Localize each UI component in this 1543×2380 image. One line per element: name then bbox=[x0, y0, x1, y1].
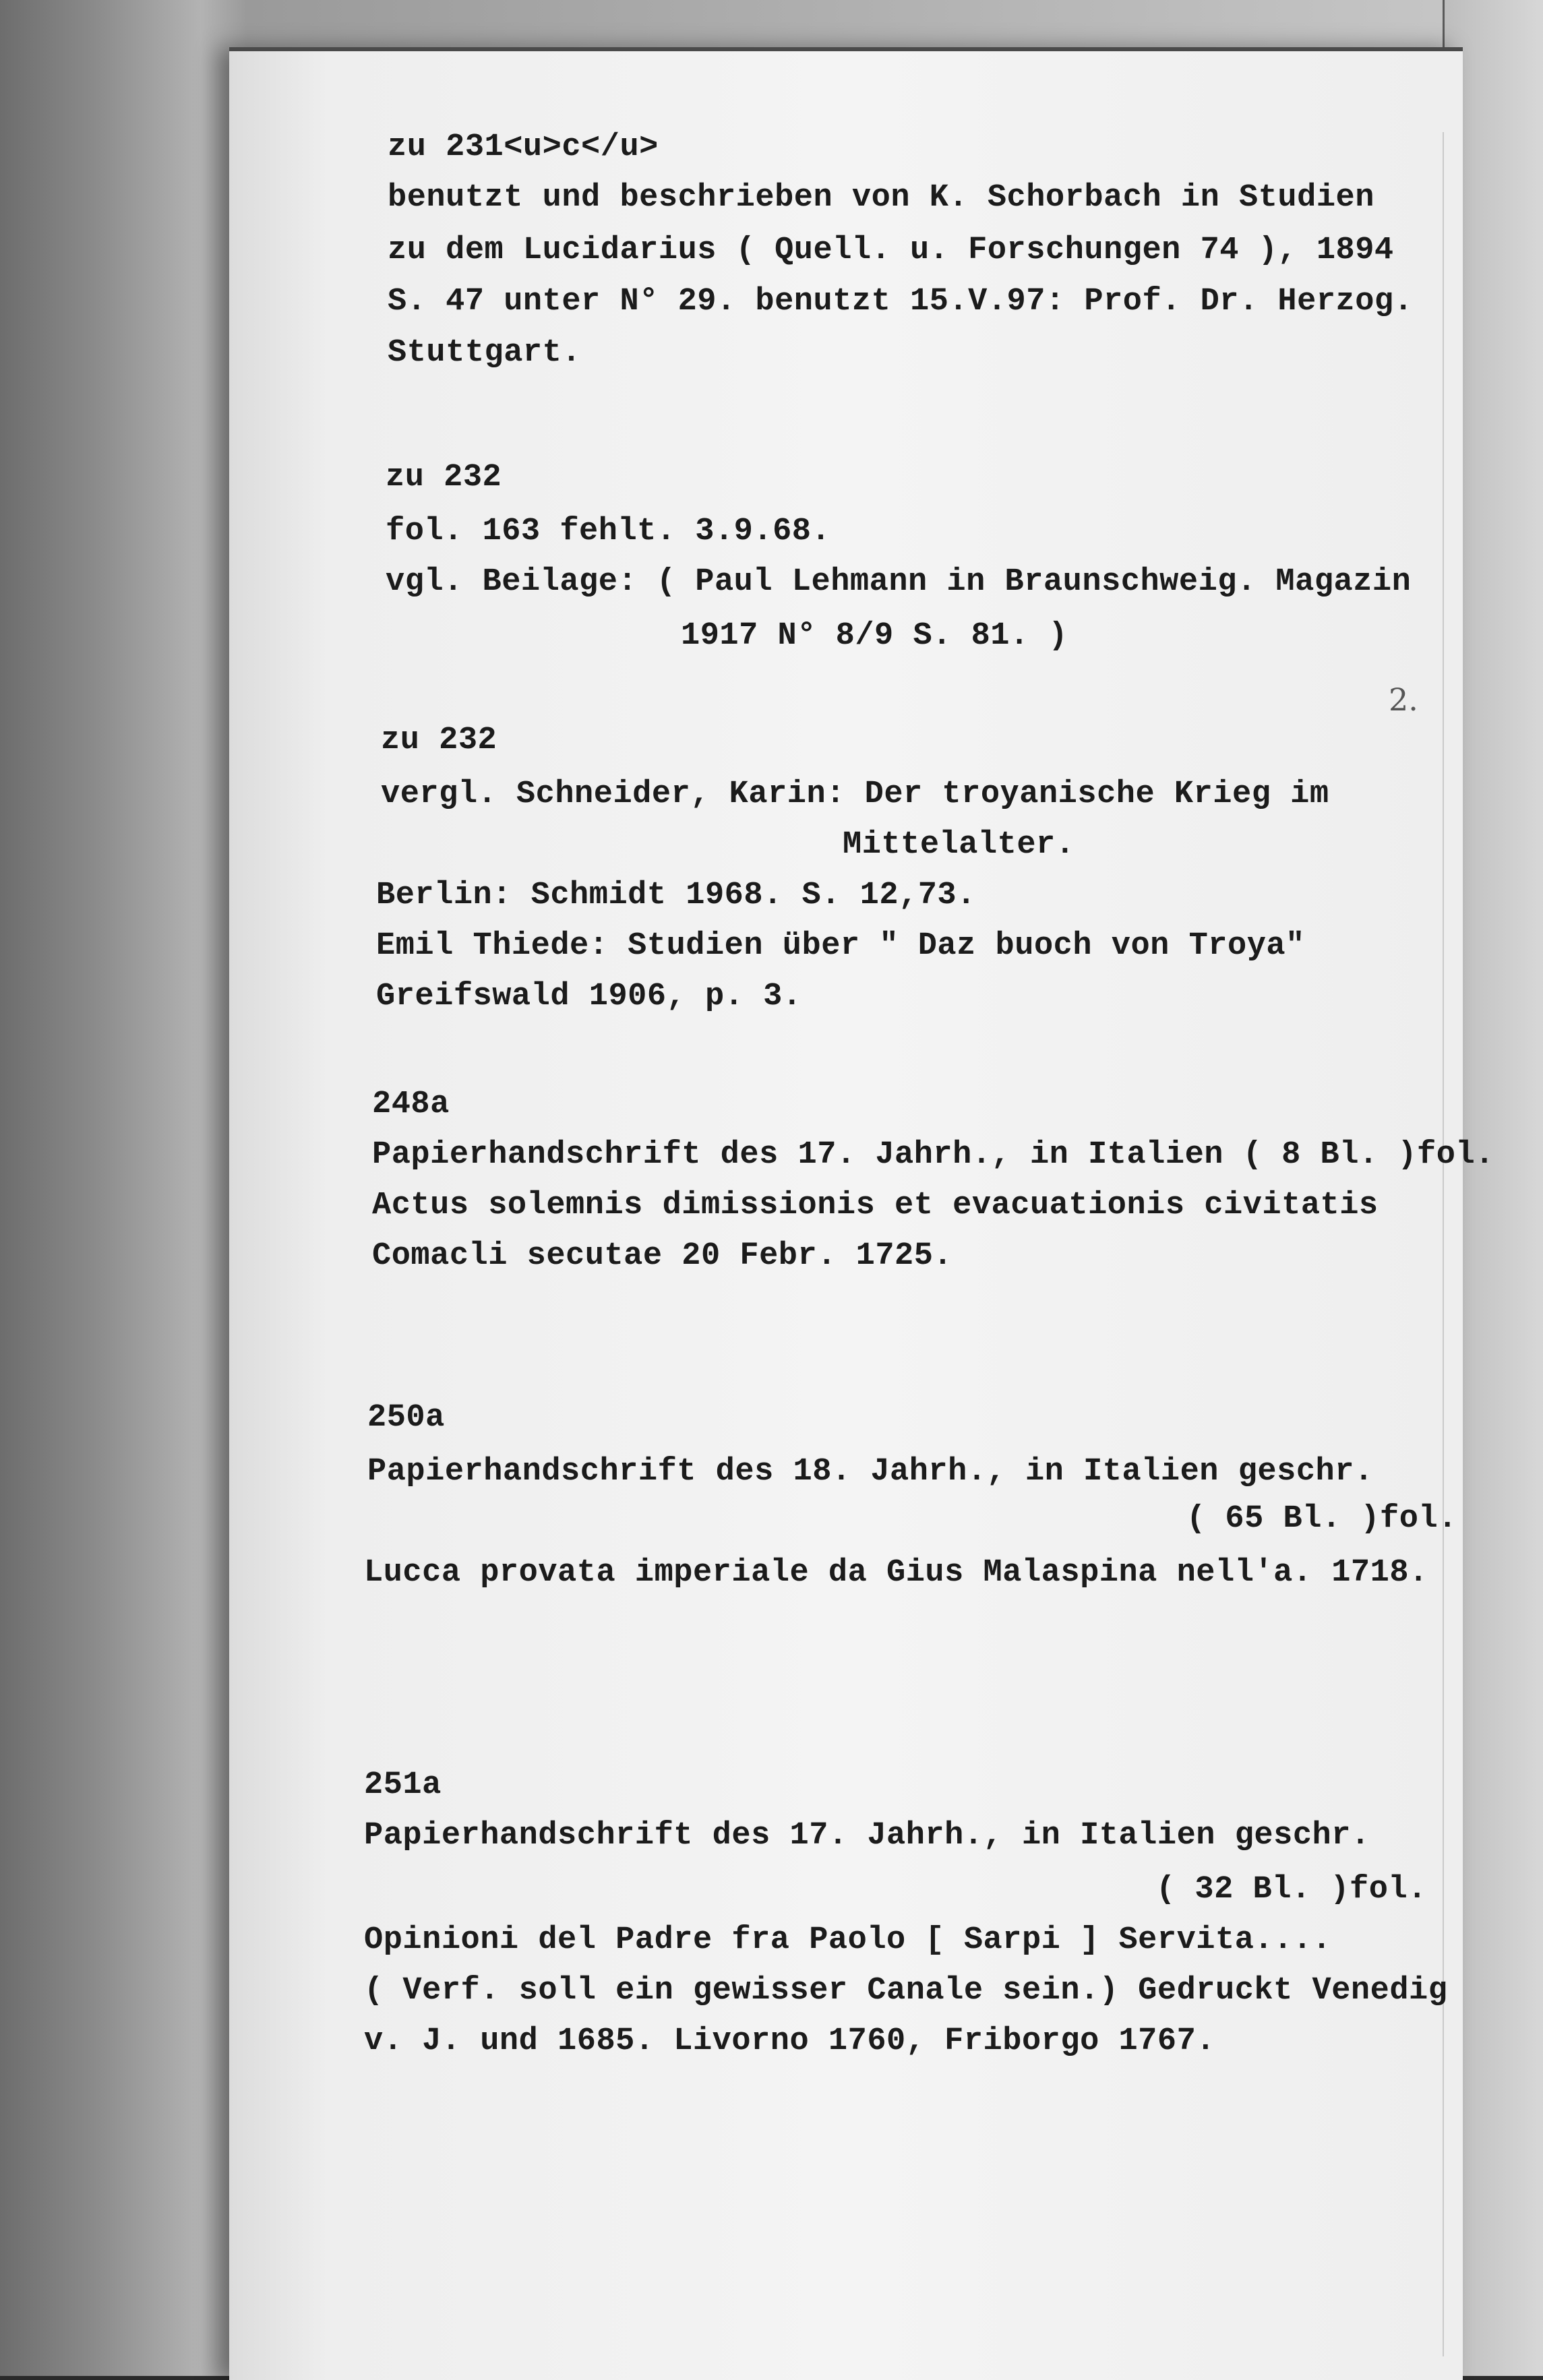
catalog-card bbox=[229, 47, 1494, 2380]
s3-line-4: Berlin: Schmidt 1968. S. 12,73. bbox=[376, 878, 976, 913]
s3-line-2: vergl. Schneider, Karin: Der troyanische Krieg im bbox=[381, 776, 1329, 812]
page-number: 2. bbox=[1389, 681, 1418, 718]
s4-line-2: Papierhandschrift des 17. Jahrh., in Italien ( 8 Bl. )fol. bbox=[372, 1137, 1494, 1173]
s6-line-6: v. J. und 1685. Livorno 1760, Friborgo 1767. bbox=[364, 2023, 1216, 2059]
s3-line-1: zu 232 bbox=[381, 723, 497, 758]
s2-line-4: 1917 N° 8/9 S. 81. ) bbox=[681, 618, 1068, 654]
s4-line-4: Comacli secutae 20 Febr. 1725. bbox=[372, 1238, 953, 1274]
s1-line-5: Stuttgart. bbox=[388, 335, 582, 371]
bleed-through-line bbox=[1443, 132, 1444, 2356]
s4-line-3: Actus solemnis dimissionis et evacuationis civitatis bbox=[372, 1188, 1379, 1223]
s4-line-1: 248a bbox=[372, 1087, 450, 1122]
s2-line-3: vgl. Beilage: ( Paul Lehmann in Braunschweig. Magazin bbox=[386, 564, 1412, 600]
s6-line-3: ( 32 Bl. )fol. bbox=[1156, 1872, 1427, 1908]
s1-line-2: benutzt und beschrieben von K. Schorbach in Studien bbox=[388, 180, 1374, 216]
s2-line-1: zu 232 bbox=[386, 460, 502, 495]
s3-line-5: Emil Thiede: Studien über " Daz buoch von Troya" bbox=[376, 928, 1305, 964]
s1-line-4: S. 47 unter N° 29. benutzt 15.V.97: Prof. Dr. Herzog. bbox=[388, 284, 1414, 319]
s5-line-2: Papierhandschrift des 18. Jahrh., in Italien geschr. bbox=[367, 1454, 1374, 1490]
s6-line-1: 251a bbox=[364, 1767, 442, 1803]
s3-line-6: Greifswald 1906, p. 3. bbox=[376, 979, 802, 1014]
s1-line-3: zu dem Lucidarius ( Quell. u. Forschungen 74 ), 1894 bbox=[388, 233, 1394, 268]
s5-line-1: 250a bbox=[367, 1400, 445, 1436]
s6-line-2: Papierhandschrift des 17. Jahrh., in Italien geschr. bbox=[364, 1818, 1370, 1854]
s6-line-5: ( Verf. soll ein gewisser Canale sein.) Gedruckt Venedig bbox=[364, 1973, 1448, 2009]
s5-line-4: Lucca provata imperiale da Gius Malaspina nell'a. 1718. bbox=[364, 1555, 1428, 1591]
s3-line-3: Mittelalter. bbox=[843, 827, 1075, 863]
s5-line-3: ( 65 Bl. )fol. bbox=[1186, 1501, 1457, 1537]
s2-line-2: fol. 163 fehlt. 3.9.68. bbox=[386, 514, 831, 549]
s6-line-4: Opinioni del Padre fra Paolo [ Sarpi ] Servita.... bbox=[364, 1922, 1332, 1958]
s1-line-1: zu 231<u>c</u> bbox=[388, 129, 659, 165]
